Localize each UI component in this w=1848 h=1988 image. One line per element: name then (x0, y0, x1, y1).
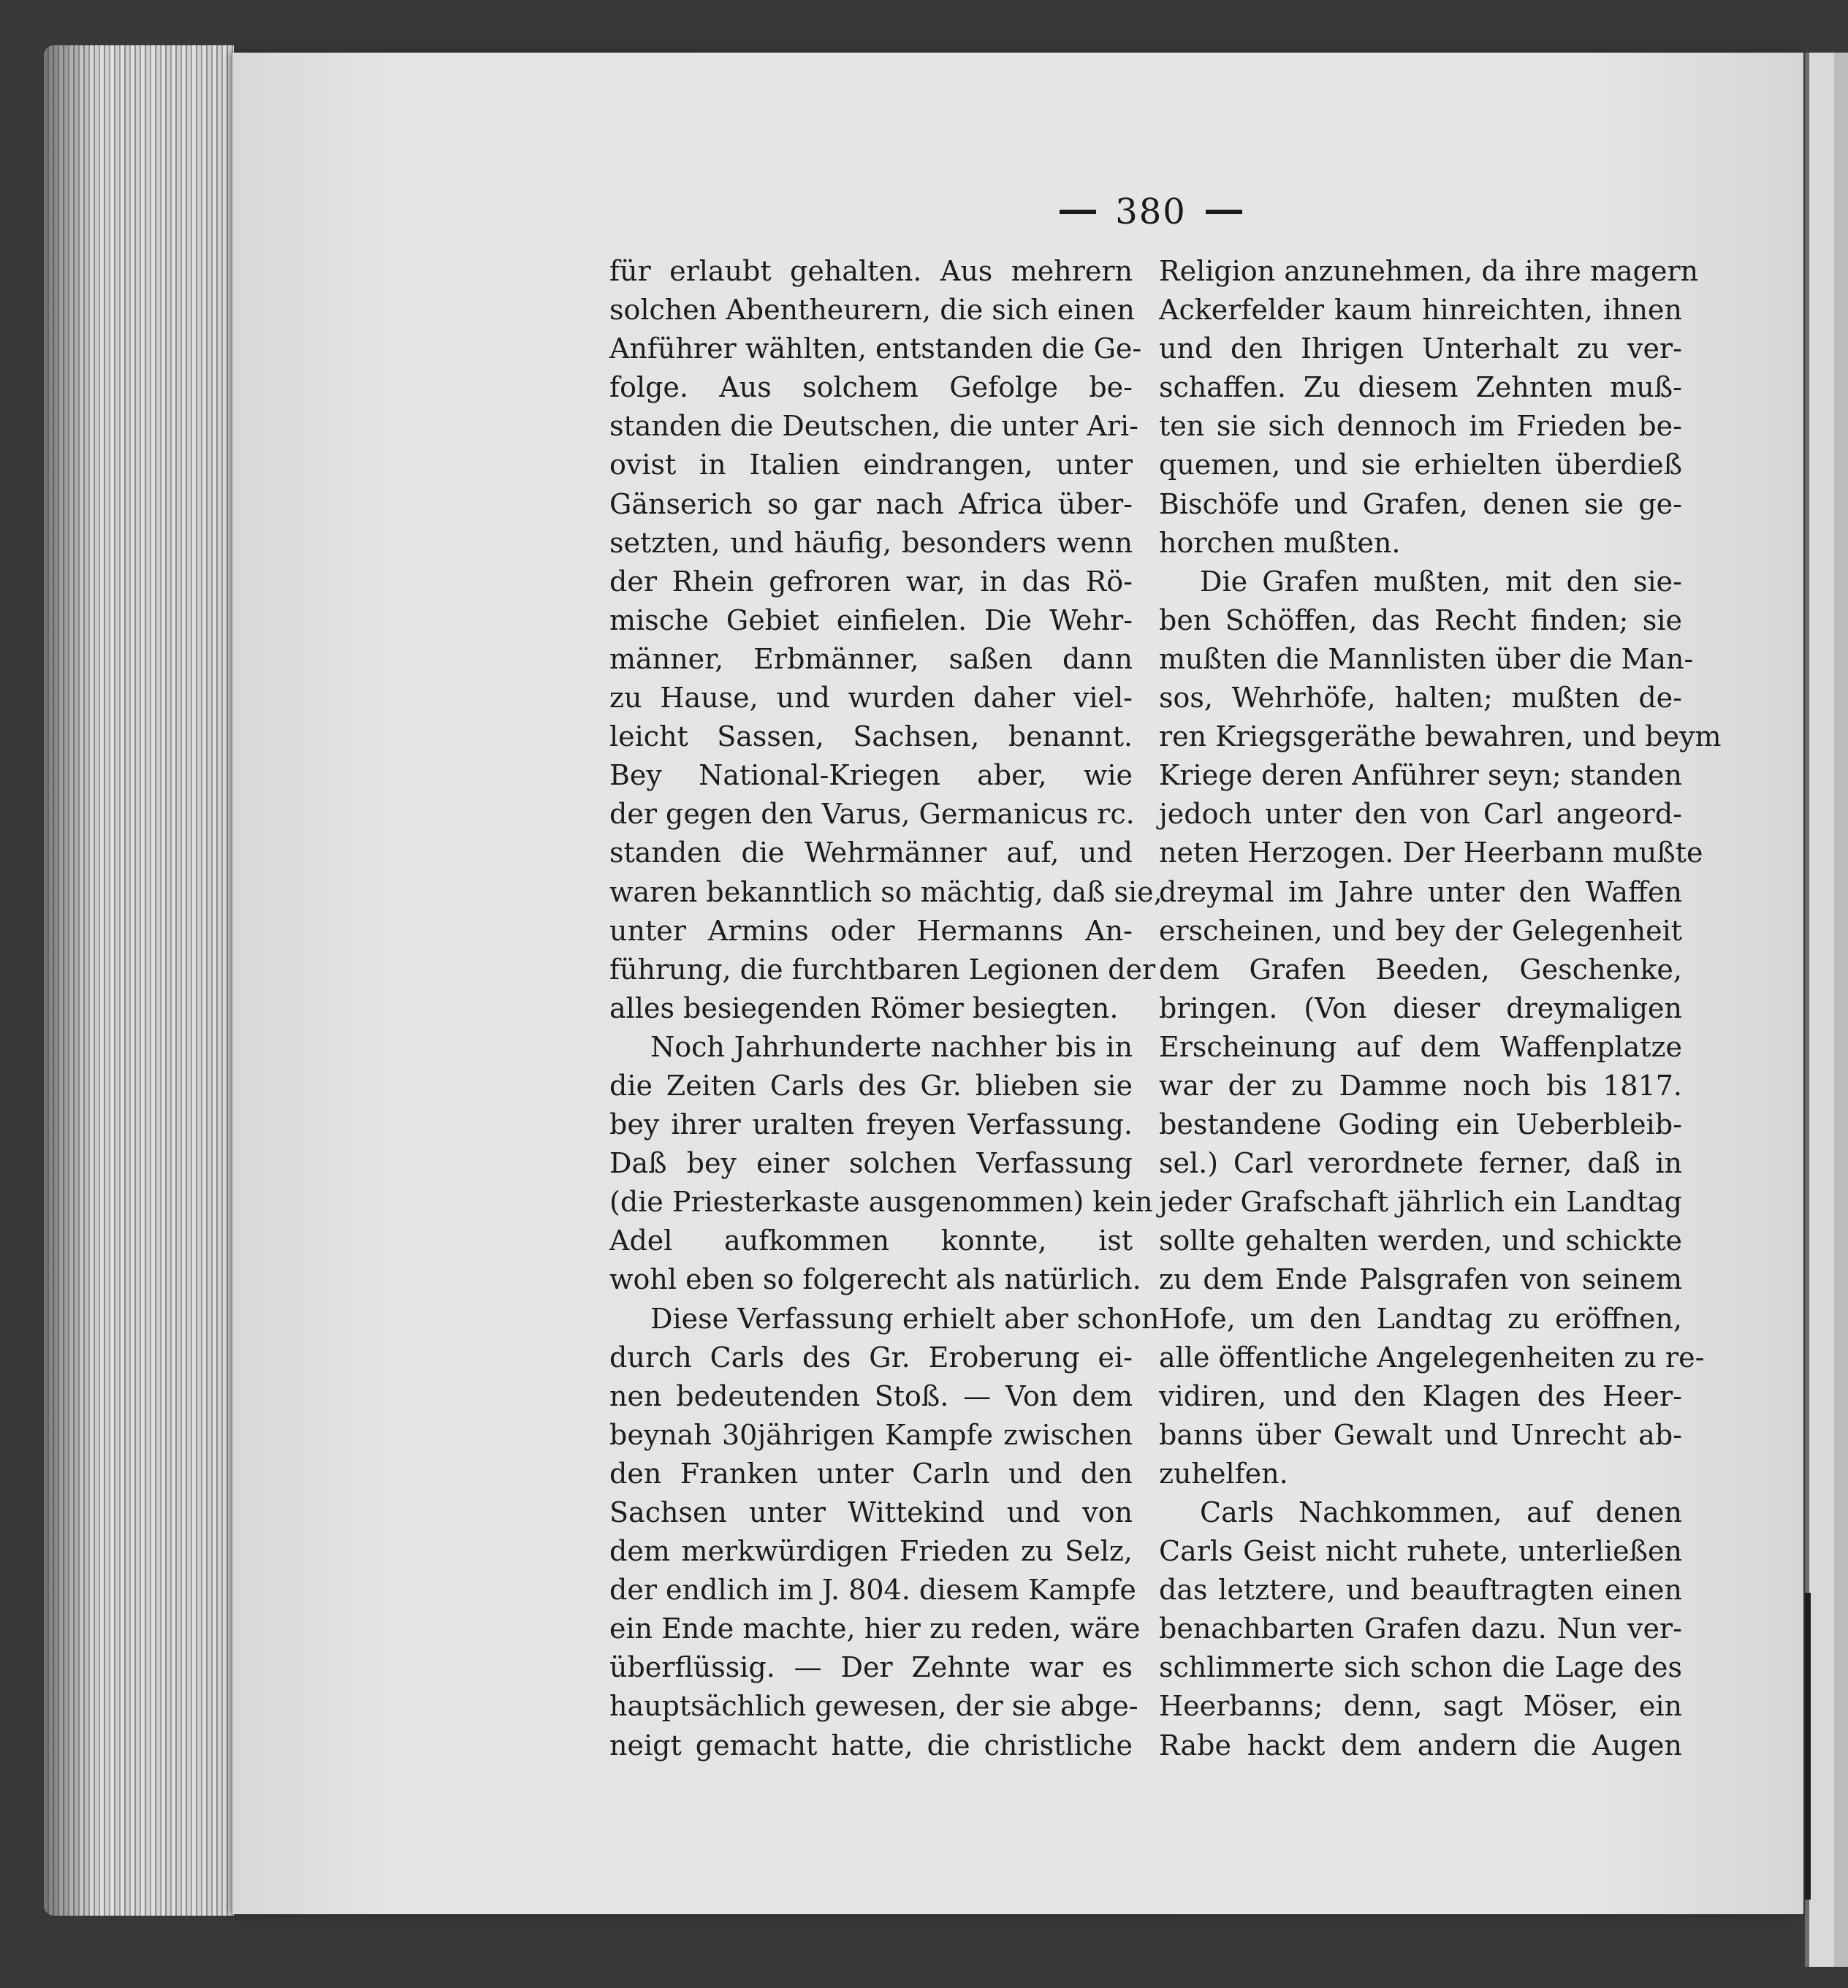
text-line: alle öffentliche Angelegenheiten zu re- (1159, 1341, 1705, 1374)
text-line: Noch Jahrhunderte nachher bis in (650, 1030, 1133, 1063)
left-text-column (609, 252, 1163, 1765)
text-line: Anführer wählten, entstanden die Ge- (609, 332, 1142, 365)
text-line: standen die Deutschen, die unter Ari- (609, 410, 1138, 443)
text-line: hauptsächlich gewesen, der sie abge- (609, 1690, 1138, 1723)
text-line: für erlaubt gehalten. Aus mehrern (609, 255, 1133, 287)
text-line: Hofe, um den Landtag zu eröffnen, (1159, 1302, 1682, 1335)
text-line: zu dem Ende Palsgrafen von seinem (1159, 1263, 1682, 1296)
text-line: zu Hause, und wurden daher viel- (609, 682, 1133, 715)
text-line: Rabe hackt dem andern die Augen (1159, 1729, 1682, 1762)
text-line: Carls Geist nicht ruhete, unterließen (1159, 1535, 1682, 1568)
text-line: und den Ihrigen Unterhalt zu ver- (1159, 332, 1682, 365)
text-line: dem merkwürdigen Frieden zu Selz, (609, 1535, 1133, 1568)
text-line: war der zu Damme noch bis 1817. (1159, 1069, 1682, 1102)
text-line: schlimmerte sich schon die Lage des (1159, 1651, 1682, 1684)
text-line: die Zeiten Carls des Gr. blieben sie (609, 1069, 1133, 1102)
text-line: das letztere, und beauftragten einen (1159, 1574, 1682, 1607)
text-line: Adel aufkommen konnte, ist (609, 1225, 1133, 1257)
text-line: horchen mußten. (1159, 526, 1401, 559)
text-line: benachbarten Grafen dazu. Nun ver- (1159, 1612, 1682, 1645)
text-line: der gegen den Varus, Germanicus rc. (609, 798, 1135, 831)
text-line: Ackerfelder kaum hinreichten, ihnen (1159, 294, 1682, 327)
text-line: vidiren, und den Klagen des Heer- (1159, 1379, 1682, 1412)
book-edge-shadow (44, 45, 95, 1916)
text-line: Gänserich so gar nach Africa über- (609, 487, 1133, 520)
text-line: Daß bey einer solchen Verfassung (609, 1147, 1133, 1180)
text-line: durch Carls des Gr. Eroberung ei- (609, 1341, 1133, 1374)
text-line: Die Grafen mußten, mit den sie- (1200, 565, 1682, 598)
text-line: quemen, und sie erhielten überdieß (1159, 449, 1682, 481)
page-number (1038, 183, 1264, 241)
text-line: Heerbanns; denn, sagt Möser, ein (1159, 1690, 1682, 1723)
text-line: sollte gehalten werden, und schickte (1159, 1225, 1682, 1257)
text-line: mische Gebiet einfielen. Die Wehr- (609, 603, 1133, 636)
text-line: dem Grafen Beeden, Geschenke, (1159, 953, 1682, 986)
page-number-text: 380 (1115, 191, 1187, 232)
text-line: bringen. (Von dieser dreymaligen (1159, 991, 1682, 1024)
text-line: dreymal im Jahre unter den Waffen (1159, 875, 1682, 908)
text-line: leicht Sassen, Sachsen, benannt. (609, 720, 1133, 753)
text-line: jeder Grafschaft jährlich ein Landtag (1159, 1186, 1682, 1219)
text-line: den Franken unter Carln und den (609, 1457, 1133, 1490)
text-line: sel.) Carl verordnete ferner, daß in (1159, 1147, 1682, 1180)
text-line: neigt gemacht hatte, die christliche (609, 1729, 1133, 1762)
text-line: der endlich im J. 804. diesem Kampfe (609, 1574, 1136, 1607)
text-line: bestandene Goding ein Ueberbleib- (1159, 1108, 1682, 1141)
right-text-column (1159, 252, 1722, 1765)
text-line: (die Priesterkaste ausgenommen) kein (609, 1186, 1153, 1219)
text-line: neten Herzogen. Der Heerbann mußte (1159, 837, 1703, 869)
text-line: ten sie sich dennoch im Frieden be- (1159, 410, 1682, 443)
text-line: erscheinen, und bey der Gelegenheit (1159, 914, 1682, 947)
page-number-dash-left (1060, 210, 1096, 214)
text-line: der Rhein gefroren war, in das Rö- (609, 565, 1133, 598)
text-line: folge. Aus solchem Gefolge be- (609, 371, 1133, 404)
text-line: unter Armins oder Hermanns An- (609, 914, 1133, 947)
text-line: waren bekanntlich so mächtig, daß sie, (609, 875, 1163, 908)
text-line: Bey National-Kriegen aber, wie (609, 759, 1133, 792)
text-line: sos, Wehrhöfe, halten; mußten de- (1159, 682, 1682, 715)
next-page-edge (1805, 53, 1848, 1967)
text-line: schaffen. Zu diesem Zehnten muß- (1159, 371, 1682, 404)
text-line: banns über Gewalt und Unrecht ab- (1159, 1418, 1682, 1451)
text-line: Kriege deren Anführer seyn; standen (1159, 759, 1682, 792)
text-line: Religion anzunehmen, da ihre magern (1159, 255, 1699, 287)
text-line: jedoch unter den von Carl angeord- (1159, 798, 1682, 831)
text-line: ovist in Italien eindrangen, unter (609, 449, 1133, 481)
text-line: Erscheinung auf dem Waffenplatze (1159, 1030, 1682, 1063)
page-number-dash-right (1206, 210, 1242, 214)
text-line: nen bedeutenden Stoß. — Von dem (609, 1379, 1133, 1412)
text-line: männer, Erbmänner, saßen dann (609, 642, 1133, 675)
text-line: Diese Verfassung erhielt aber schon (650, 1302, 1160, 1335)
text-line: Carls Nachkommen, auf denen (1200, 1496, 1682, 1528)
text-line: bey ihrer uralten freyen Verfassung. (609, 1108, 1133, 1141)
text-line: Sachsen unter Wittekind und von (609, 1496, 1133, 1528)
next-page-shadow (1805, 1593, 1811, 1900)
text-line: Bischöfe und Grafen, denen sie ge- (1159, 487, 1682, 520)
text-line: alles besiegenden Römer besiegten. (609, 991, 1119, 1024)
text-line: solchen Abentheurern, die sich einen (609, 294, 1135, 327)
text-line: beynah 30jährigen Kampfe zwischen (609, 1418, 1133, 1451)
text-line: ben Schöffen, das Recht finden; sie (1159, 603, 1682, 636)
text-line: mußten die Mannlisten über die Man- (1159, 642, 1694, 675)
text-line: führung, die furchtbaren Legionen der (609, 953, 1156, 986)
text-line: standen die Wehrmänner auf, und (609, 837, 1133, 869)
text-line: setzten, und häufig, besonders wenn (609, 526, 1133, 559)
text-line: zuhelfen. (1159, 1457, 1288, 1490)
text-line: überflüssig. — Der Zehnte war es (609, 1651, 1133, 1684)
text-line: wohl eben so folgerecht als natürlich. (609, 1263, 1141, 1296)
text-line: ren Kriegsgeräthe bewahren, und beym (1159, 720, 1722, 753)
text-line: ein Ende machte, hier zu reden, wäre (609, 1612, 1141, 1645)
